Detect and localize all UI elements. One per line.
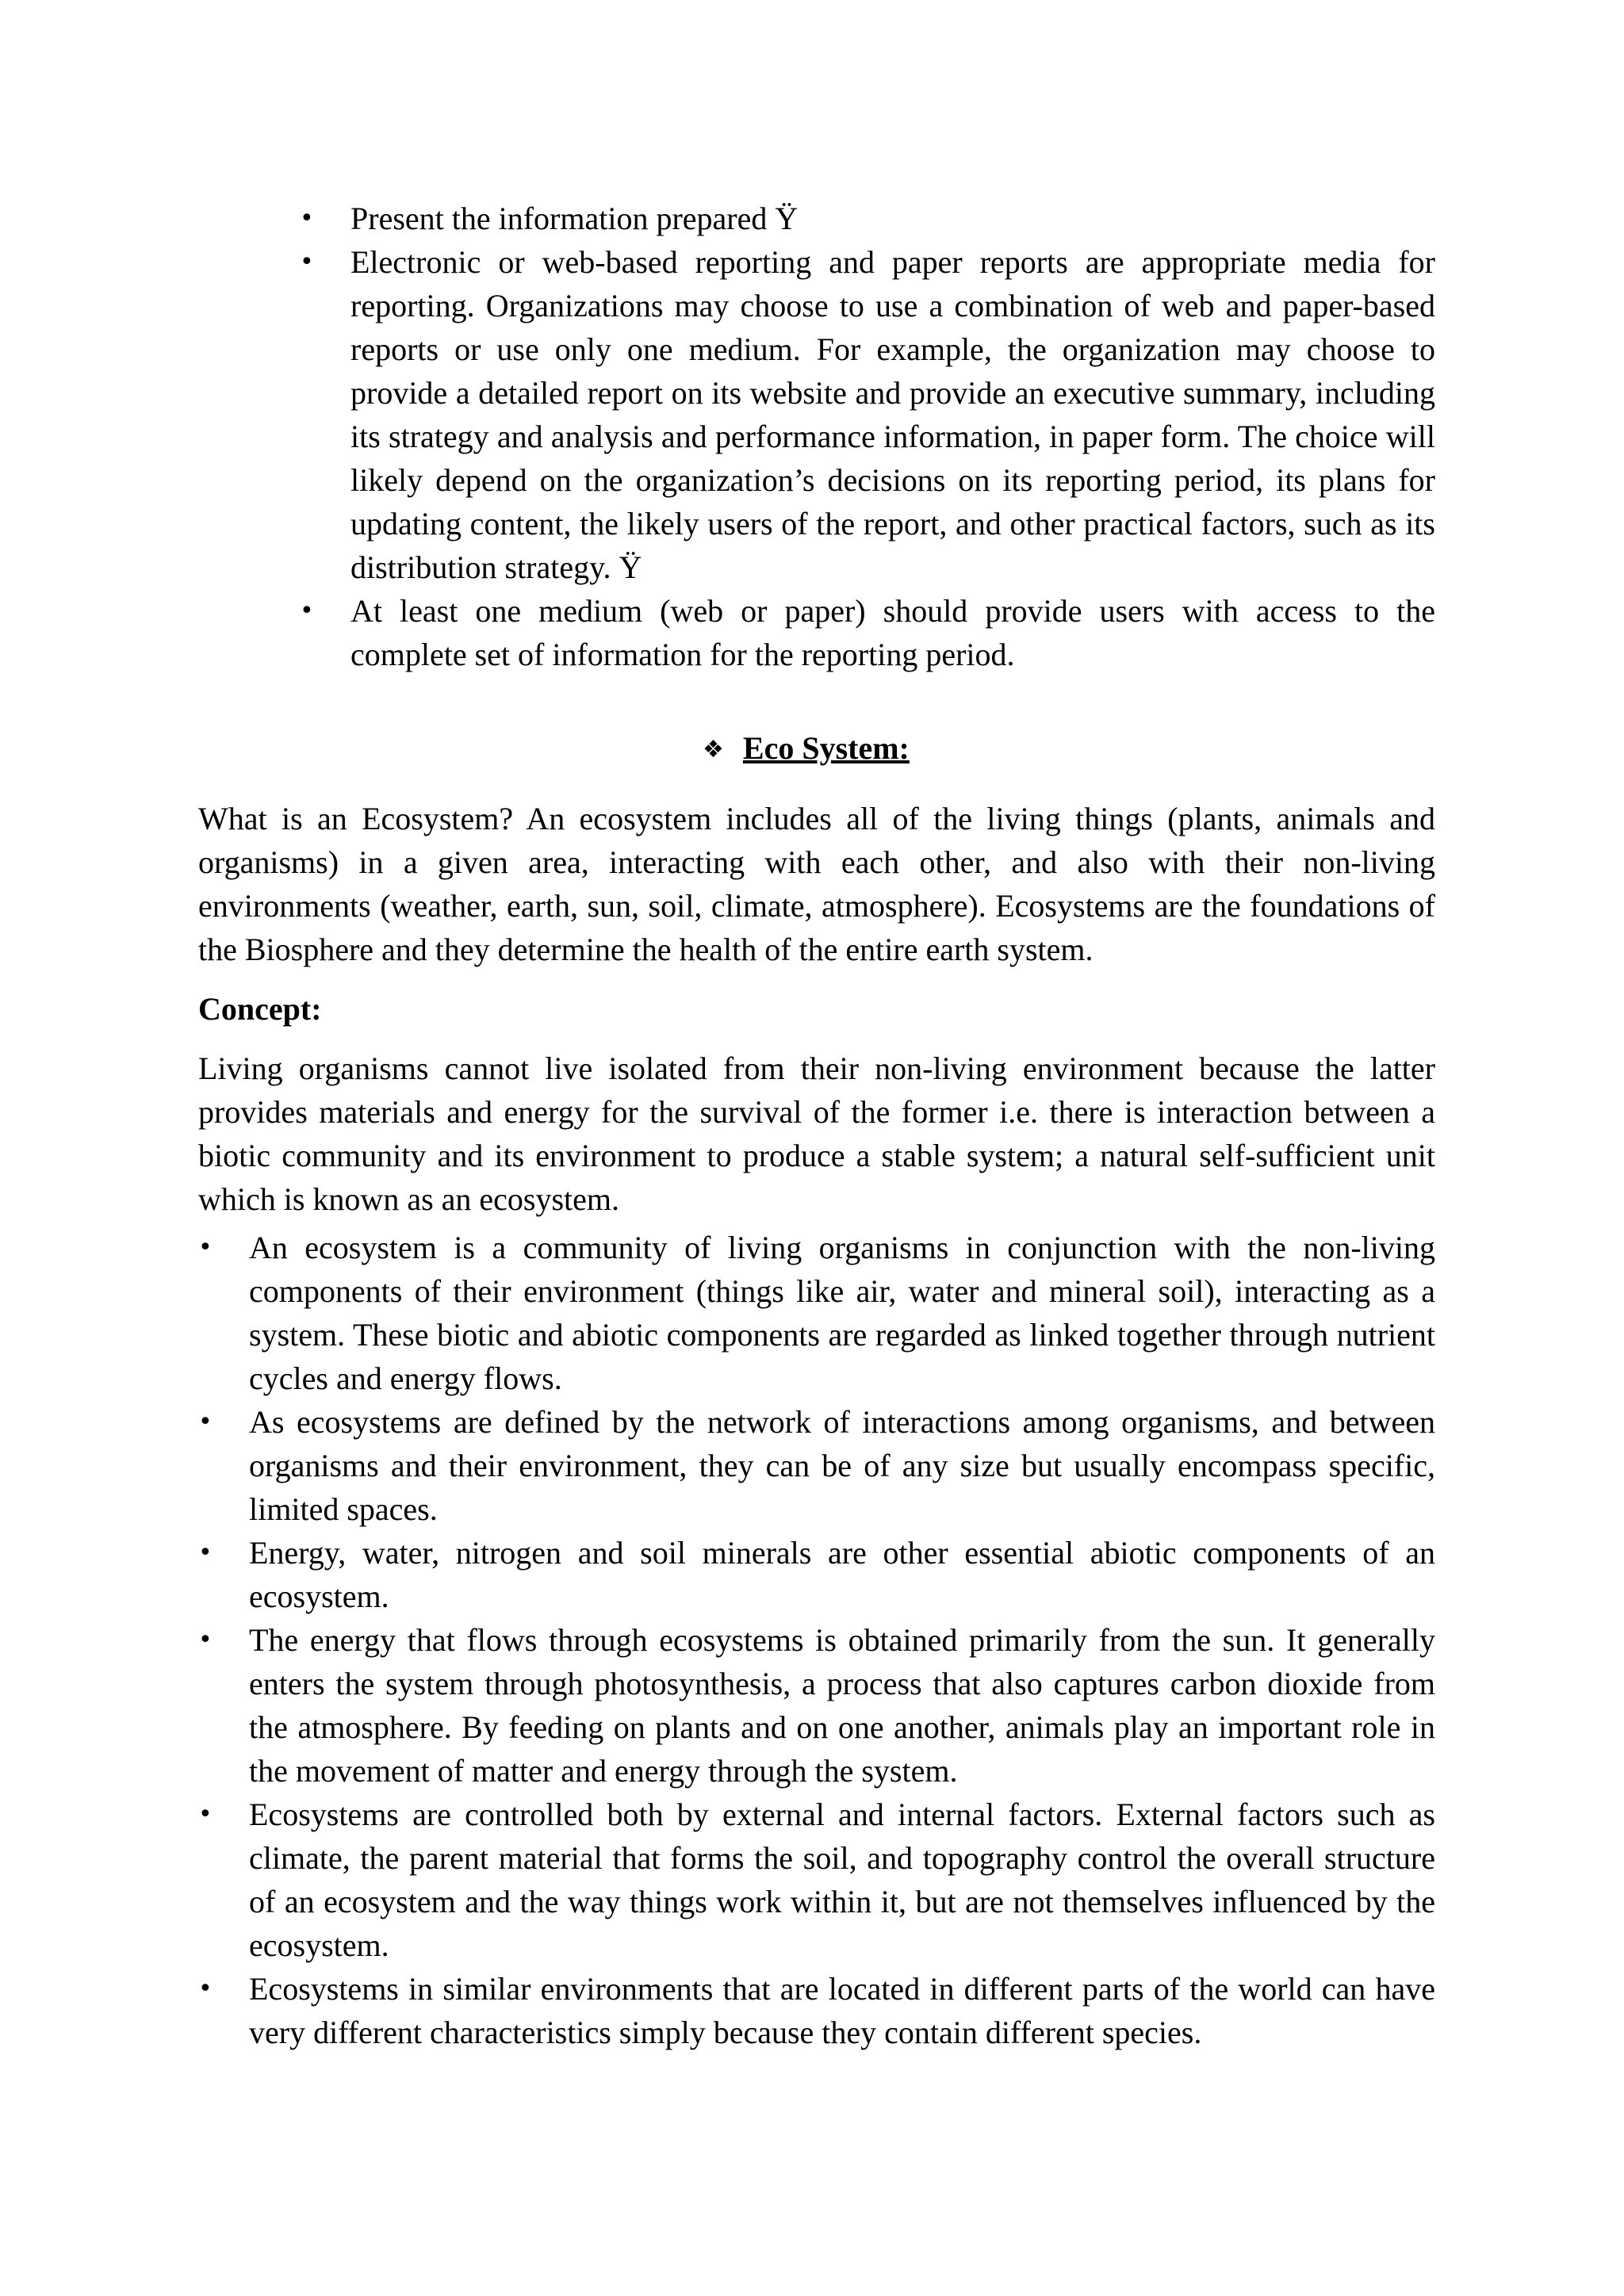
list-item: • An ecosystem is a community of living organisms in conjunction with the non-living components of their environment (things like air, water and mineral soil), interacting as a system. These biotic and abiotic components are regarded as linked together through nutrient cycles and energy flows. [198, 1226, 1435, 1400]
reporting-bullet-list [300, 197, 1435, 676]
list-item: • Present the information prepared Ÿ [300, 197, 1435, 240]
list-item: • Electronic or web-based reporting and paper reports are appropriate media for reporting. Organizations may choose to use a combination of web and paper-based reports or use only one medium. For example, the organization may choose to provide a detailed report on its website and provide an executive summary, including its strategy and analysis and performance information, in paper form. The choice will likely depend on the organization’s decisions on its reporting period, its plans for updating content, the likely users of the report, and other practical factors, such as its distribution strategy. Ÿ [300, 240, 1435, 589]
concept-paragraph: Living organisms cannot live isolated from their non-living environment because the latter provides materials and energy for the survival of the former i.e. there is interaction between a biotic community and its environment to produce a stable system; a natural self-sufficient unit which is known as an ecosystem. [198, 1050, 1435, 1217]
ecosystem-definition-paragraph: What is an Ecosystem? An ecosystem includes all of the living things (plants, animals and organisms) in a given area, interacting with each other, and also with their non-living environments (weather, earth, sun, soil, climate, atmosphere). Ecosystems are the foundations of the Biosphere and they determine the health of the entire earth system. [198, 801, 1435, 967]
list-item: • At least one medium (web or paper) should provide users with access to the complete set of information for the reporting period. [300, 589, 1435, 676]
diamond-bullet-icon: ❖ [703, 736, 724, 763]
list-item: • As ecosystems are defined by the network of interactions among organisms, and between organisms and their environment, they can be of any size but usually encompass specific, limited spaces. [198, 1400, 1435, 1531]
list-item: • Ecosystems in similar environments that are located in different parts of the world can have very different characteristics simply because they contain different species. [198, 1967, 1435, 2054]
list-item: • Energy, water, nitrogen and soil minerals are other essential abiotic components of an ecosystem. [198, 1531, 1435, 1618]
ecosystem-bullet-list [198, 1226, 1435, 2054]
section-heading [703, 726, 910, 771]
section-title: Eco System: [742, 730, 910, 766]
list-item: • The energy that flows through ecosystems is obtained primarily from the sun. It generally enters the system through photosynthesis, a process that also captures carbon dioxide from the atmosphere. By feeding on plants and on one another, animals play an important role in the movement of matter and energy through the system. [198, 1618, 1435, 1793]
list-item: • Ecosystems are controlled both by external and internal factors. External factors such as climate, the parent material that forms the soil, and topography control the overall structure of an ecosystem and the way things work within it, but are not themselves influenced by the ecosystem. [198, 1793, 1435, 1967]
concept-heading: Concept: [198, 991, 322, 1027]
